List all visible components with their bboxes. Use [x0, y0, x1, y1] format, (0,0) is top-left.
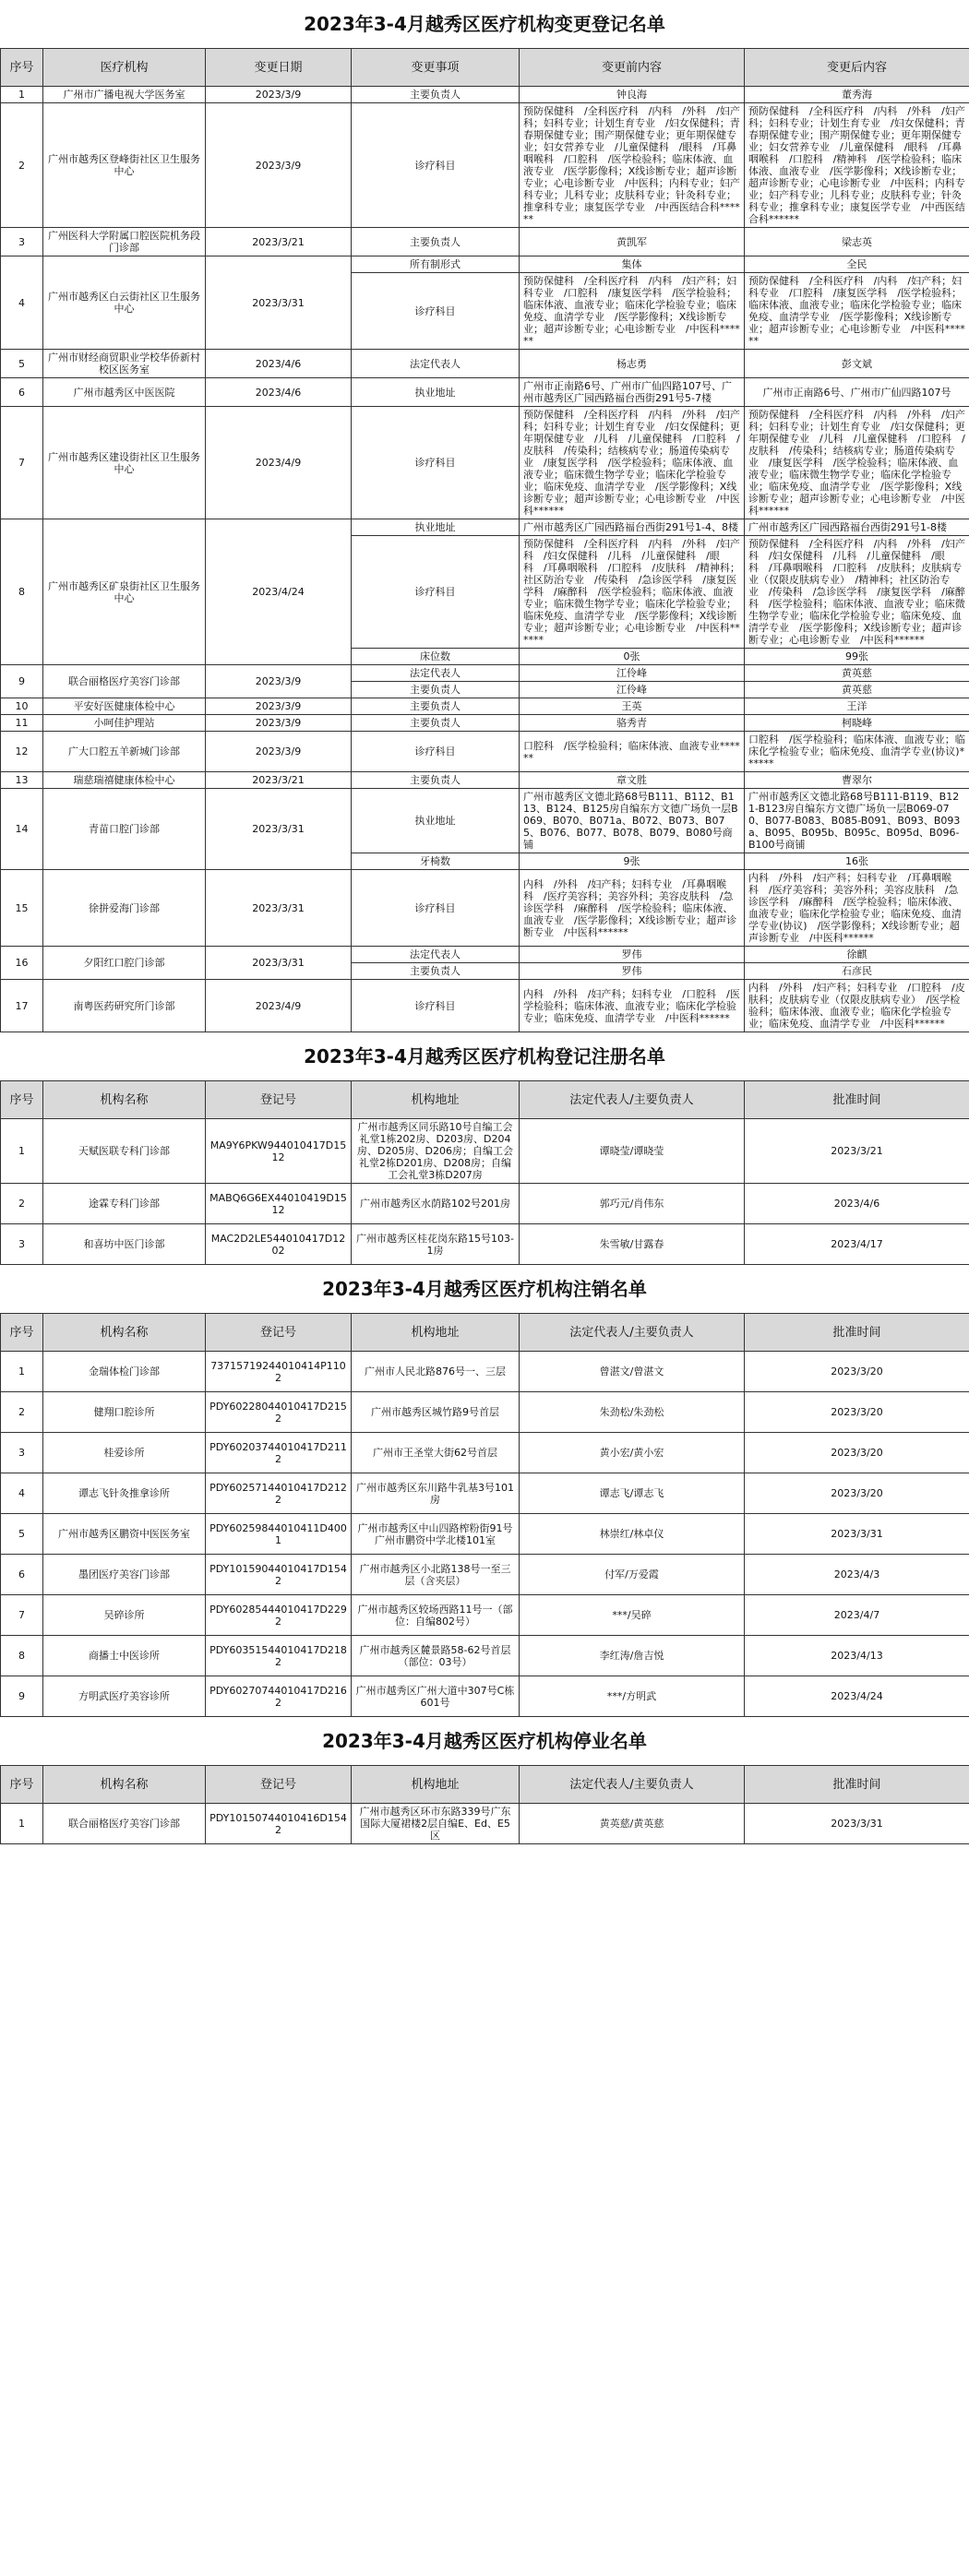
- register-list-title: 2023年3-4月越秀区医疗机构登记注册名单: [304, 1045, 665, 1067]
- org-name: 小呵佳护理站: [43, 715, 206, 732]
- table-row: [1, 1595, 969, 1636]
- before-content: 内科 /外科 /妇产科；妇科专业 /耳鼻咽喉科 /医疗美容科；美容外科；美容皮肤科 /急诊医学科 /麻醉科 /医学检验科；临床体液、血液专业 /医学影像科；X线诊断专业；超声诊断专业 /中医科******: [520, 870, 745, 947]
- change-item: 牙椅数: [352, 853, 520, 870]
- change-date: 2023/4/6: [206, 350, 352, 378]
- row-number: 1: [1, 1119, 43, 1184]
- change-item: 执业地址: [352, 519, 520, 536]
- legal-representative: 付军/万爱霞: [520, 1555, 745, 1595]
- registration-number: PDY60270744010417D2162: [206, 1676, 352, 1717]
- change-item: 所有制形式: [352, 256, 520, 273]
- org-name: 瑞慈瑞禧健康体检中心: [43, 772, 206, 789]
- column-header: 机构名称: [43, 1081, 206, 1119]
- table-row: [1, 1352, 969, 1392]
- legal-representative: 郭巧元/肖伟东: [520, 1184, 745, 1224]
- after-content: 16张: [745, 853, 969, 870]
- legal-representative: 黄小宏/黄小宏: [520, 1433, 745, 1473]
- before-content: 钟良海: [520, 87, 745, 103]
- table-row: [1, 789, 969, 853]
- after-content: 黄英慈: [745, 665, 969, 682]
- column-header: 批准时间: [745, 1314, 969, 1352]
- table-row: [1, 732, 969, 772]
- row-number: 1: [1, 1804, 43, 1844]
- org-name: 健翔口腔诊所: [43, 1392, 206, 1433]
- change-item: 主要负责人: [352, 963, 520, 980]
- registration-number: PDY60285444010417D2292: [206, 1595, 352, 1636]
- legal-representative: 林崇红/林卓仪: [520, 1514, 745, 1555]
- registration-number: PDY10150744010416D1542: [206, 1804, 352, 1844]
- change-date: 2023/4/9: [206, 980, 352, 1032]
- org-name: 金瑞体检门诊部: [43, 1352, 206, 1392]
- change-date: 2023/3/9: [206, 103, 352, 228]
- before-content: 广州市越秀区广园西路福台西街291号1-4、8楼: [520, 519, 745, 536]
- row-number: 1: [1, 87, 43, 103]
- after-content: 内科 /外科 /妇产科；妇科专业 /耳鼻咽喉科 /医疗美容科；美容外科；美容皮肤科 /急诊医学科 /麻醉科 /医学检验科；临床体液、血液专业；临床化学检验专业；临床免疫、血清学专业(协议) /医学影像科；X线诊断专业；超声诊断专业 /中医科******: [745, 870, 969, 947]
- after-content: 广州市越秀区广园西路福台西街291号1-8楼: [745, 519, 969, 536]
- column-header: 变更后内容: [745, 49, 969, 87]
- column-header: 变更日期: [206, 49, 352, 87]
- change-date: 2023/4/6: [206, 378, 352, 407]
- column-header: 序号: [1, 49, 43, 87]
- table-row: [1, 1184, 969, 1224]
- row-number: 8: [1, 1636, 43, 1676]
- registration-number: PDY60228044010417D2152: [206, 1392, 352, 1433]
- after-content: 柯晓峰: [745, 715, 969, 732]
- table-row: [1, 1392, 969, 1433]
- org-name: 吴碎诊所: [43, 1595, 206, 1636]
- after-content: 99张: [745, 649, 969, 665]
- before-content: 内科 /外科 /妇产科；妇科专业 /口腔科 /医学检验科；临床体液、血液专业；临床化学检验专业；临床免疫、血清学专业 /中医科******: [520, 980, 745, 1032]
- org-address: 广州市越秀区城竹路9号首层: [352, 1392, 520, 1433]
- org-name: 和喜坊中医门诊部: [43, 1224, 206, 1265]
- table-row: [1, 1119, 969, 1184]
- cancel-list-title: 2023年3-4月越秀区医疗机构注销名单: [322, 1278, 647, 1300]
- before-content: 预防保健科 /全科医疗科 /内科 /外科 /妇产科 /妇女保健科 /儿科 /儿童保健科 /眼科 /耳鼻咽喉科 /口腔科 /皮肤科 /精神科；社区防治专业 /传染科 /急诊医学科 /康复医学科 /麻醉科 /医学检验科；临床体液、血液专业；临床微生物学专业；临床化学检验专业；临床免疫、血清学专业 /医学影像科；X线诊断专业；超声诊断专业；心电诊断专业 /中医科******: [520, 536, 745, 649]
- change-item: 主要负责人: [352, 87, 520, 103]
- change-header-row: [1, 49, 969, 87]
- change-item: 执业地址: [352, 789, 520, 853]
- table-row: [1, 1433, 969, 1473]
- row-number: 9: [1, 665, 43, 698]
- before-content: 9张: [520, 853, 745, 870]
- change-date: 2023/3/31: [206, 947, 352, 980]
- change-item: 诊疗科目: [352, 732, 520, 772]
- after-content: 内科 /外科 /妇产科；妇科专业 /口腔科 /皮肤科；皮肤病专业（仅限皮肤病专业） /医学检验科；临床体液、血液专业；临床化学检验专业；临床免疫、血清学专业 /中医科******: [745, 980, 969, 1032]
- change-date: 2023/3/31: [206, 870, 352, 947]
- approval-date: 2023/4/7: [745, 1595, 969, 1636]
- after-content: 预防保健科 /全科医疗科 /内科 /外科 /妇产科；妇科专业；计划生育专业 /妇女保健科；青春期保健专业；围产期保健专业；更年期保健专业；妇女营养专业 /儿童保健科 /眼科 /耳鼻咽喉科 /口腔科 /精神科 /医学检验科；临床体液、血液专业 /医学影像科；X线诊断专业；超声诊断专业；心电诊断专业 /中医科；内科专业；妇产科专业；儿科专业；皮肤科专业；针灸科专业；推拿科专业；康复医学专业 /中西医结合科******: [745, 103, 969, 228]
- registration-number: MABQ6G6EX44010419D1512: [206, 1184, 352, 1224]
- org-address: 广州市越秀区小北路138号一至三层（含夹层）: [352, 1555, 520, 1595]
- org-address: 广州市越秀区东川路牛乳基3号101房: [352, 1473, 520, 1514]
- row-number: 4: [1, 256, 43, 350]
- change-date: 2023/3/31: [206, 256, 352, 350]
- after-content: 预防保健科 /全科医疗科 /内科 /外科 /妇产科 /妇女保健科 /儿科 /儿童保健科 /眼科 /耳鼻咽喉科 /口腔科 /皮肤科；皮肤病专业（仅限皮肤病专业） /精神科；社区防治专业 /传染科 /急诊医学科 /康复医学科 /麻醉科 /医学检验科；临床体液、血液专业；临床微生物学专业；临床化学检验专业；临床免疫、血清学专业 /医学影像科；X线诊断专业；超声诊断专业；心电诊断专业 /中医科******: [745, 536, 969, 649]
- table-row: [1, 103, 969, 228]
- approval-date: 2023/3/21: [745, 1119, 969, 1184]
- org-name: 广州市越秀区鹏资中医医务室: [43, 1514, 206, 1555]
- table-row: [1, 1676, 969, 1717]
- row-number: 5: [1, 1514, 43, 1555]
- legal-representative: ***/吴碎: [520, 1595, 745, 1636]
- before-content: 罗伟: [520, 947, 745, 963]
- org-name: 联合丽格医疗美容门诊部: [43, 1804, 206, 1844]
- before-content: 杨志勇: [520, 350, 745, 378]
- org-name: 天赋医联专科门诊部: [43, 1119, 206, 1184]
- column-header: 序号: [1, 1766, 43, 1804]
- org-name: 广州市越秀区白云街社区卫生服务中心: [43, 256, 206, 350]
- approval-date: 2023/3/20: [745, 1433, 969, 1473]
- legal-representative: 朱劲松/朱劲松: [520, 1392, 745, 1433]
- row-number: 15: [1, 870, 43, 947]
- column-header: 机构地址: [352, 1766, 520, 1804]
- column-header: 机构地址: [352, 1314, 520, 1352]
- column-header: 序号: [1, 1314, 43, 1352]
- row-number: 13: [1, 772, 43, 789]
- row-number: 14: [1, 789, 43, 870]
- approval-date: 2023/4/24: [745, 1676, 969, 1717]
- table-row: [1, 256, 969, 273]
- before-content: 预防保健科 /全科医疗科 /内科 /外科 /妇产科；妇科专业；计划生育专业 /妇女保健科；更年期保健专业 /儿科 /儿童保健科 /口腔科 /皮肤科 /传染科；结核病专业；肠道传染病专业 /康复医学科 /医学检验科；临床体液、血液专业；临床微生物学专业；临床化学检验专业；临床免疫、血清学专业 /医学影像科；X线诊断专业；超声诊断专业；心电诊断专业 /中医科******: [520, 407, 745, 519]
- after-content: 预防保健科 /全科医疗科 /内科 /妇产科；妇科专业 /口腔科 /康复医学科 /医学检验科；临床体液、血液专业；临床化学检验专业；临床免疫、血清学专业 /医学影像科；X线诊断专业；超声诊断专业；心电诊断专业 /中医科******: [745, 273, 969, 350]
- change-item: 诊疗科目: [352, 870, 520, 947]
- row-number: 8: [1, 519, 43, 665]
- row-number: 7: [1, 1595, 43, 1636]
- row-number: 7: [1, 407, 43, 519]
- org-address: 广州市越秀区同乐路10号自编工会礼堂1栋202房、D203房、D204房、D205房、D206房；自编工会礼堂2栋D201房、D208房；自编工会礼堂3栋D207房: [352, 1119, 520, 1184]
- change-item: 诊疗科目: [352, 536, 520, 649]
- change-item: 诊疗科目: [352, 273, 520, 350]
- change-item: 诊疗科目: [352, 407, 520, 519]
- before-content: 章文胜: [520, 772, 745, 789]
- change-date: 2023/3/31: [206, 789, 352, 870]
- table-row: [1, 665, 969, 682]
- register-header-row: [1, 1081, 969, 1119]
- column-header: 登记号: [206, 1081, 352, 1119]
- after-content: 口腔科 /医学检验科；临床体液、血液专业；临床化学检验专业；临床免疫、血清学专业(协议)******: [745, 732, 969, 772]
- change-item: 法定代表人: [352, 665, 520, 682]
- after-content: 王洋: [745, 698, 969, 715]
- row-number: 3: [1, 1433, 43, 1473]
- row-number: 4: [1, 1473, 43, 1514]
- before-content: 罗伟: [520, 963, 745, 980]
- suspend-list-title: 2023年3-4月越秀区医疗机构停业名单: [322, 1730, 647, 1752]
- cancel-header-row: [1, 1314, 969, 1352]
- column-header: 登记号: [206, 1766, 352, 1804]
- approval-date: 2023/3/31: [745, 1514, 969, 1555]
- org-address: 广州市王圣堂大街62号首层: [352, 1433, 520, 1473]
- org-address: 广州市人民北路876号一、三层: [352, 1352, 520, 1392]
- legal-representative: 黄英慈/黄英慈: [520, 1804, 745, 1844]
- registration-number: PDY60259844010411D4001: [206, 1514, 352, 1555]
- org-name: 夕阳红口腔门诊部: [43, 947, 206, 980]
- row-number: 3: [1, 228, 43, 256]
- change-date: 2023/3/21: [206, 772, 352, 789]
- row-number: 11: [1, 715, 43, 732]
- org-address: 广州市越秀区广州大道中307号C栋601号: [352, 1676, 520, 1717]
- after-content: 广州市正南路6号、广州市广仙四路107号: [745, 378, 969, 407]
- table-row: [1, 715, 969, 732]
- legal-representative: 谭晓莹/谭晓莹: [520, 1119, 745, 1184]
- after-content: 全民: [745, 256, 969, 273]
- change-date: 2023/3/21: [206, 228, 352, 256]
- table-row: [1, 980, 969, 1032]
- row-number: 6: [1, 378, 43, 407]
- column-header: 批准时间: [745, 1081, 969, 1119]
- org-name: 广州市越秀区登峰街社区卫生服务中心: [43, 103, 206, 228]
- column-header: 法定代表人/主要负责人: [520, 1766, 745, 1804]
- change-item: 主要负责人: [352, 715, 520, 732]
- change-item: 主要负责人: [352, 698, 520, 715]
- change-table: [0, 48, 969, 1032]
- before-content: 预防保健科 /全科医疗科 /内科 /妇产科；妇科专业 /口腔科 /康复医学科 /医学检验科；临床体液、血液专业；临床化学检验专业；临床免疫、血清学专业 /医学影像科；X线诊断专业；超声诊断专业；心电诊断专业 /中医科******: [520, 273, 745, 350]
- row-number: 16: [1, 947, 43, 980]
- org-address: 广州市越秀区中山四路榨粉街91号广州市鹏资中学北楼101室: [352, 1514, 520, 1555]
- table-row: [1, 870, 969, 947]
- after-content: 黄英慈: [745, 682, 969, 698]
- change-item: 主要负责人: [352, 682, 520, 698]
- column-header: 变更前内容: [520, 49, 745, 87]
- legal-representative: 朱雪敏/甘露春: [520, 1224, 745, 1265]
- registration-number: PDY60203744010417D2112: [206, 1433, 352, 1473]
- approval-date: 2023/3/31: [745, 1804, 969, 1844]
- column-header: 批准时间: [745, 1766, 969, 1804]
- column-header: 机构地址: [352, 1081, 520, 1119]
- before-content: 集体: [520, 256, 745, 273]
- change-date: 2023/3/9: [206, 732, 352, 772]
- row-number: 2: [1, 1184, 43, 1224]
- legal-representative: ***/方明武: [520, 1676, 745, 1717]
- change-date: 2023/3/9: [206, 665, 352, 698]
- approval-date: 2023/3/20: [745, 1473, 969, 1514]
- table-row: [1, 407, 969, 519]
- change-item: 主要负责人: [352, 772, 520, 789]
- registration-number: PDY60257144010417D2122: [206, 1473, 352, 1514]
- row-number: 1: [1, 1352, 43, 1392]
- change-date: 2023/3/9: [206, 698, 352, 715]
- org-name: 墨团医疗美容门诊部: [43, 1555, 206, 1595]
- change-item: 主要负责人: [352, 228, 520, 256]
- table-row: [1, 1804, 969, 1844]
- table-row: [1, 1473, 969, 1514]
- cancel-table: [0, 1313, 969, 1717]
- column-header: 机构名称: [43, 1314, 206, 1352]
- approval-date: 2023/3/20: [745, 1392, 969, 1433]
- after-content: 彭文斌: [745, 350, 969, 378]
- before-content: 王英: [520, 698, 745, 715]
- change-item: 法定代表人: [352, 350, 520, 378]
- change-item: 诊疗科目: [352, 103, 520, 228]
- row-number: 3: [1, 1224, 43, 1265]
- after-content: 曹翠尔: [745, 772, 969, 789]
- table-row: [1, 519, 969, 536]
- before-content: 口腔科 /医学检验科；临床体液、血液专业******: [520, 732, 745, 772]
- row-number: 10: [1, 698, 43, 715]
- org-address: 广州市越秀区环市东路339号广东国际大厦裙楼2层自编E、Ed、E5区: [352, 1804, 520, 1844]
- approval-date: 2023/4/13: [745, 1636, 969, 1676]
- table-row: [1, 772, 969, 789]
- org-address: 广州市越秀区水荫路102号201房: [352, 1184, 520, 1224]
- org-name: 谭志飞针灸推拿诊所: [43, 1473, 206, 1514]
- row-number: 12: [1, 732, 43, 772]
- column-header: 法定代表人/主要负责人: [520, 1081, 745, 1119]
- table-row: [1, 87, 969, 103]
- before-content: 黄凯军: [520, 228, 745, 256]
- table-row: [1, 378, 969, 407]
- change-date: 2023/3/9: [206, 715, 352, 732]
- org-name: 联合丽格医疗美容门诊部: [43, 665, 206, 698]
- org-name: 商播士中医诊所: [43, 1636, 206, 1676]
- org-name: 方明武医疗美容诊所: [43, 1676, 206, 1717]
- legal-representative: 李红涛/詹吉悦: [520, 1636, 745, 1676]
- change-date: 2023/4/9: [206, 407, 352, 519]
- after-content: 广州市越秀区文德北路68号B111-B119、B121-B123房自编东方文德广场负一层B069-070、B077-B083、B085-B091、B093、B093a、B095、B095b、B095c、B095d、B096-B100号商铺: [745, 789, 969, 853]
- table-row: [1, 1636, 969, 1676]
- table-row: [1, 698, 969, 715]
- table-row: [1, 1555, 969, 1595]
- org-name: 广州市越秀区建设街社区卫生服务中心: [43, 407, 206, 519]
- org-name: 广州市财经商贸职业学校华侨新村校区医务室: [43, 350, 206, 378]
- table-row: [1, 1224, 969, 1265]
- approval-date: 2023/4/3: [745, 1555, 969, 1595]
- approval-date: 2023/4/6: [745, 1184, 969, 1224]
- org-name: 广大口腔五羊新城门诊部: [43, 732, 206, 772]
- change-list-title: 2023年3-4月越秀区医疗机构变更登记名单: [304, 13, 665, 35]
- approval-date: 2023/4/17: [745, 1224, 969, 1265]
- approval-date: 2023/3/20: [745, 1352, 969, 1392]
- row-number: 5: [1, 350, 43, 378]
- before-content: 0张: [520, 649, 745, 665]
- change-item: 床位数: [352, 649, 520, 665]
- org-address: 广州市越秀区桂花岗东路15号103-1房: [352, 1224, 520, 1265]
- after-content: 石彦民: [745, 963, 969, 980]
- change-item: 诊疗科目: [352, 980, 520, 1032]
- org-name: 广州医科大学附属口腔医院机务段门诊部: [43, 228, 206, 256]
- change-date: 2023/3/9: [206, 87, 352, 103]
- org-address: 广州市越秀区较场西路11号一（部位：自编802号）: [352, 1595, 520, 1636]
- column-header: 机构名称: [43, 1766, 206, 1804]
- table-row: [1, 350, 969, 378]
- row-number: 2: [1, 103, 43, 228]
- change-date: 2023/4/24: [206, 519, 352, 665]
- before-content: 江伶峰: [520, 682, 745, 698]
- org-name: 南粤医药研究所门诊部: [43, 980, 206, 1032]
- registration-number: PDY60351544010417D2182: [206, 1636, 352, 1676]
- before-content: 骆秀青: [520, 715, 745, 732]
- org-name: 途霖专科门诊部: [43, 1184, 206, 1224]
- registration-number: MAC2D2LE544010417D1202: [206, 1224, 352, 1265]
- after-content: 梁志英: [745, 228, 969, 256]
- row-number: 9: [1, 1676, 43, 1717]
- org-name: 广州市越秀区中医医院: [43, 378, 206, 407]
- after-content: 董秀海: [745, 87, 969, 103]
- row-number: 2: [1, 1392, 43, 1433]
- registration-number: 73715719244010414P1102: [206, 1352, 352, 1392]
- after-content: 预防保健科 /全科医疗科 /内科 /外科 /妇产科；妇科专业；计划生育专业 /妇女保健科；更年期保健专业 /儿科 /儿童保健科 /口腔科 /皮肤科 /传染科；结核病专业；肠道传染病专业 /康复医学科 /医学检验科；临床体液、血液专业；临床微生物学专业；临床化学检验专业；临床免疫、血清学专业 /医学影像科；X线诊断专业；超声诊断专业；心电诊断专业 /中医科******: [745, 407, 969, 519]
- suspend-table: [0, 1765, 969, 1844]
- before-content: 江伶峰: [520, 665, 745, 682]
- column-header: 序号: [1, 1081, 43, 1119]
- table-row: [1, 947, 969, 963]
- table-row: [1, 228, 969, 256]
- before-content: 广州市正南路6号、广州市广仙四路107号、广州市越秀区广园西路福台西街291号5-7楼: [520, 378, 745, 407]
- org-name: 青苗口腔门诊部: [43, 789, 206, 870]
- legal-representative: 曾湛文/曾湛文: [520, 1352, 745, 1392]
- row-number: 6: [1, 1555, 43, 1595]
- column-header: 登记号: [206, 1314, 352, 1352]
- change-item: 执业地址: [352, 378, 520, 407]
- after-content: 徐麒: [745, 947, 969, 963]
- legal-representative: 谭志飞/谭志飞: [520, 1473, 745, 1514]
- column-header: 医疗机构: [43, 49, 206, 87]
- row-number: 17: [1, 980, 43, 1032]
- change-item: 法定代表人: [352, 947, 520, 963]
- org-address: 广州市越秀区麓景路58-62号首层（部位：03号）: [352, 1636, 520, 1676]
- org-name: 平安好医健康体检中心: [43, 698, 206, 715]
- column-header: 变更事项: [352, 49, 520, 87]
- before-content: 预防保健科 /全科医疗科 /内科 /外科 /妇产科；妇科专业；计划生育专业 /妇女保健科；青春期保健专业；围产期保健专业；更年期保健专业；妇女营养专业 /儿童保健科 /眼科 /耳鼻咽喉科 /口腔科 /医学检验科；临床体液、血液专业 /医学影像科；X线诊断专业；超声诊断专业；心电诊断专业 /中医科；内科专业；妇产科专业；儿科专业；皮肤科专业；针灸科专业；推拿科专业；康复医学专业 /中西医结合科******: [520, 103, 745, 228]
- suspend-header-row: [1, 1766, 969, 1804]
- org-name: 广州市广播电视大学医务室: [43, 87, 206, 103]
- before-content: 广州市越秀区文德北路68号B111、B112、B113、B124、B125房自编东方文德广场负一层B069、B070、B071a、B072、B073、B075、B076、B077、B078、B079、B080号商铺: [520, 789, 745, 853]
- register-table: [0, 1080, 969, 1265]
- table-row: [1, 1514, 969, 1555]
- column-header: 法定代表人/主要负责人: [520, 1314, 745, 1352]
- registration-number: PDY10159044010417D1542: [206, 1555, 352, 1595]
- org-name: 广州市越秀区矿泉街社区卫生服务中心: [43, 519, 206, 665]
- org-name: 徐拼爱海门诊部: [43, 870, 206, 947]
- registration-number: MA9Y6PKW944010417D1512: [206, 1119, 352, 1184]
- org-name: 桂爱诊所: [43, 1433, 206, 1473]
